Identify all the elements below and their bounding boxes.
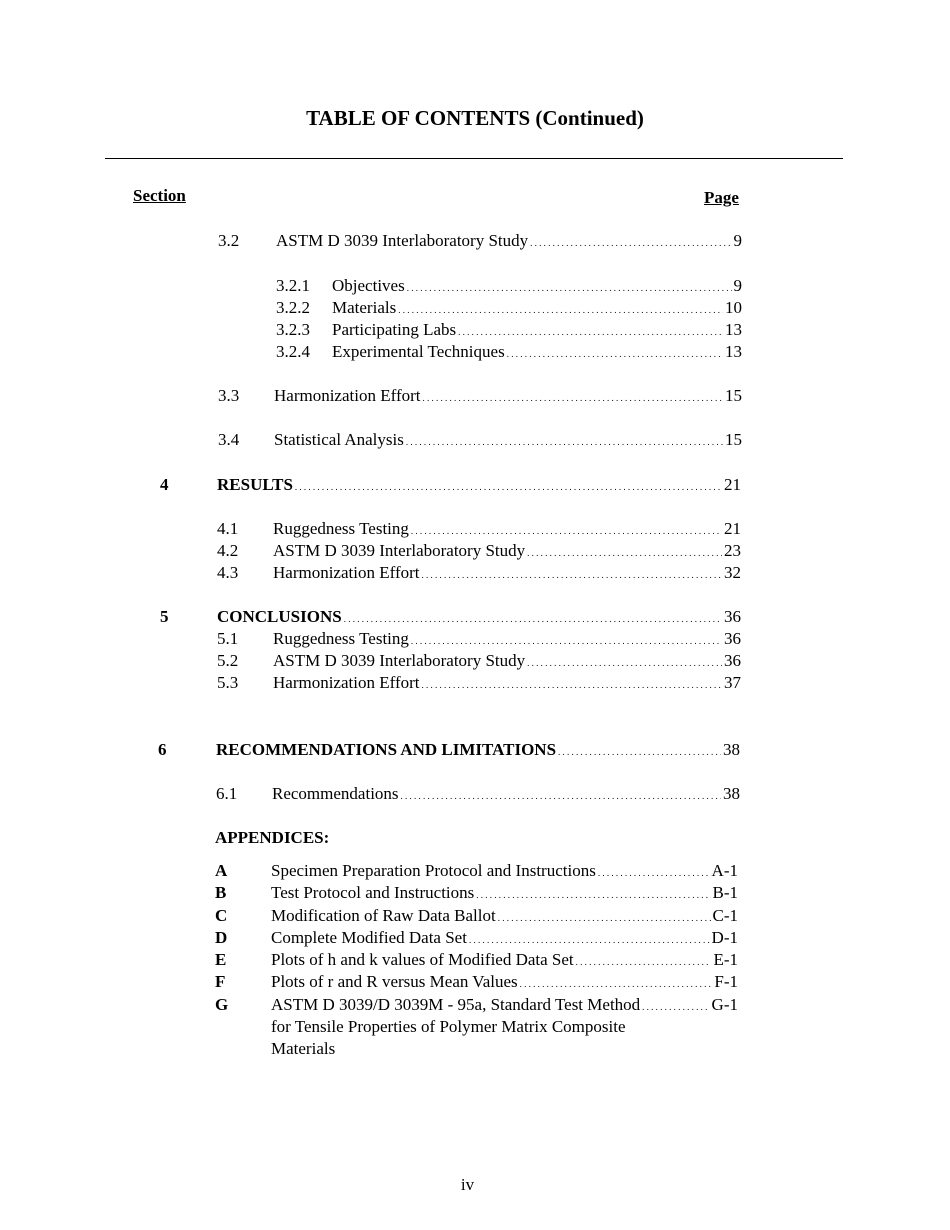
toc-number: 3.2.1 <box>276 276 310 295</box>
toc-entry-page: 9 <box>733 276 742 295</box>
toc-section[interactable] <box>217 475 741 495</box>
toc-entry-title: Participating Labs <box>332 320 457 339</box>
dot-leader <box>530 231 731 251</box>
toc-entry[interactable] <box>274 386 742 406</box>
appendix-page: B-1 <box>712 883 738 902</box>
toc-entry-page: 13 <box>725 320 742 339</box>
dot-leader <box>520 972 713 992</box>
dot-leader <box>476 883 710 903</box>
section-number: 4 <box>160 475 169 494</box>
toc-entry[interactable] <box>276 231 742 251</box>
dot-leader <box>458 320 723 340</box>
toc-entry[interactable] <box>332 320 742 340</box>
dot-leader <box>344 607 722 627</box>
toc-entry[interactable] <box>273 651 741 671</box>
appendix-page: C-1 <box>712 906 738 925</box>
toc-section-title: RECOMMENDATIONS AND LIMITATIONS <box>216 740 557 759</box>
toc-entry-page: 36 <box>724 651 741 670</box>
toc-entry-page: 15 <box>725 430 742 449</box>
toc-entry[interactable] <box>273 563 741 583</box>
dot-leader <box>295 475 722 495</box>
dot-leader <box>411 519 722 539</box>
toc-entry-title: Harmonization Effort <box>274 386 421 405</box>
toc-section[interactable] <box>217 607 741 627</box>
toc-entry[interactable] <box>332 342 742 362</box>
toc-entry-title: Recommendations <box>272 784 399 803</box>
dot-leader <box>527 541 722 561</box>
page-column-header: Page <box>704 188 739 207</box>
toc-entry[interactable] <box>273 541 741 561</box>
dot-leader <box>576 950 712 970</box>
appendix-letter: E <box>215 950 227 969</box>
appendix-entry[interactable] <box>271 906 738 926</box>
toc-number: 4.3 <box>217 563 239 582</box>
appendix-letter: F <box>215 972 226 991</box>
appendix-page: E-1 <box>713 950 738 969</box>
toc-entry-page: 36 <box>724 629 741 648</box>
toc-number: 3.4 <box>218 430 240 449</box>
toc-entry-title: ASTM D 3039 Interlaboratory Study <box>276 231 529 250</box>
appendix-title: Complete Modified Data Set <box>271 928 467 947</box>
appendix-title: Specimen Preparation Protocol and Instructions <box>271 861 596 880</box>
dot-leader <box>422 673 722 693</box>
appendix-entry[interactable] <box>271 928 738 948</box>
appendix-title-continued: Materials <box>271 1039 336 1058</box>
appendix-entry[interactable] <box>271 883 738 903</box>
toc-number: 3.2.3 <box>276 320 310 339</box>
toc-number: 5.3 <box>217 673 239 692</box>
appendix-letter: B <box>215 883 227 902</box>
appendix-page: G-1 <box>711 995 738 1014</box>
toc-entry-title: Harmonization Effort <box>273 563 420 582</box>
toc-entry-title: ASTM D 3039 Interlaboratory Study <box>273 541 526 560</box>
appendix-letter: C <box>215 906 228 925</box>
dot-leader <box>558 740 721 760</box>
dot-leader <box>642 995 709 1015</box>
toc-entry-title: Statistical Analysis <box>274 430 404 449</box>
dot-leader <box>407 276 732 296</box>
toc-entry-title: Ruggedness Testing <box>273 629 409 648</box>
toc-entry-page: 23 <box>724 541 741 560</box>
section-column-header: Section <box>133 186 186 205</box>
toc-entry-page: 38 <box>723 740 740 759</box>
appendix-letter: D <box>215 928 228 947</box>
appendix-title: ASTM D 3039/D 3039M - 95a, Standard Test Method <box>271 995 641 1014</box>
appendix-page: F-1 <box>714 972 738 991</box>
appendix-entry[interactable] <box>271 950 738 970</box>
appendix-letter: A <box>215 861 228 880</box>
toc-entry[interactable] <box>274 430 742 450</box>
toc-section[interactable] <box>216 740 740 760</box>
dot-leader <box>469 928 710 948</box>
appendix-entry[interactable] <box>271 861 738 881</box>
toc-number: 5.1 <box>217 629 239 648</box>
appendix-title-continued: for Tensile Properties of Polymer Matrix Composite <box>271 1017 626 1036</box>
toc-entry[interactable] <box>273 629 741 649</box>
dot-leader <box>507 342 723 362</box>
section-number: 6 <box>158 740 167 759</box>
dot-leader <box>401 784 721 804</box>
toc-number: 4.1 <box>217 519 239 538</box>
appendix-title: Modification of Raw Data Ballot <box>271 906 496 925</box>
appendix-page: A-1 <box>711 861 738 880</box>
page-number: iv <box>460 1175 475 1194</box>
toc-number: 3.2 <box>218 231 240 250</box>
dot-leader <box>398 298 723 318</box>
toc-entry-page: 38 <box>723 784 740 803</box>
toc-entry[interactable] <box>332 276 742 296</box>
dot-leader <box>423 386 723 406</box>
toc-entry-page: 10 <box>725 298 742 317</box>
toc-entry-page: 37 <box>724 673 741 692</box>
toc-entry-page: 36 <box>724 607 741 626</box>
appendix-entry[interactable] <box>271 995 738 1015</box>
toc-section-title: CONCLUSIONS <box>217 607 342 626</box>
toc-number: 3.2.2 <box>276 298 310 317</box>
dot-leader <box>498 906 711 926</box>
dot-leader <box>422 563 722 583</box>
toc-entry-title: Materials <box>332 298 397 317</box>
toc-entry-title: Experimental Techniques <box>332 342 505 361</box>
dot-leader <box>527 651 722 671</box>
appendices-heading: APPENDICES: <box>215 828 330 847</box>
toc-entry-page: 32 <box>724 563 741 582</box>
dot-leader <box>598 861 710 881</box>
toc-entry-title: Harmonization Effort <box>273 673 420 692</box>
toc-number: 5.2 <box>217 651 239 670</box>
toc-entry-title: Ruggedness Testing <box>273 519 409 538</box>
title-divider <box>105 158 843 159</box>
page-title: TABLE OF CONTENTS (Continued) <box>306 106 644 130</box>
toc-entry-page: 21 <box>724 475 741 494</box>
appendix-title: Plots of h and k values of Modified Data Set <box>271 950 574 969</box>
toc-entry[interactable] <box>272 784 740 804</box>
toc-entry-title: Objectives <box>332 276 405 295</box>
appendix-title: Plots of r and R versus Mean Values <box>271 972 518 991</box>
toc-section-title: RESULTS <box>217 475 293 494</box>
toc-entry[interactable] <box>273 673 741 693</box>
toc-entry[interactable] <box>332 298 742 318</box>
toc-entry-title: ASTM D 3039 Interlaboratory Study <box>273 651 526 670</box>
toc-entry[interactable] <box>273 519 741 539</box>
dot-leader <box>406 430 723 450</box>
section-number: 5 <box>160 607 169 626</box>
appendix-title: Test Protocol and Instructions <box>271 883 475 902</box>
appendix-page: D-1 <box>711 928 738 947</box>
toc-number: 3.2.4 <box>276 342 310 361</box>
dot-leader <box>411 629 722 649</box>
toc-entry-page: 21 <box>724 519 741 538</box>
toc-entry-page: 15 <box>725 386 742 405</box>
toc-number: 3.3 <box>218 386 240 405</box>
toc-entry-page: 13 <box>725 342 742 361</box>
appendix-letter: G <box>215 995 229 1014</box>
toc-number: 6.1 <box>216 784 238 803</box>
appendix-entry[interactable] <box>271 972 738 992</box>
toc-number: 4.2 <box>217 541 239 560</box>
toc-entry-page: 9 <box>733 231 742 250</box>
